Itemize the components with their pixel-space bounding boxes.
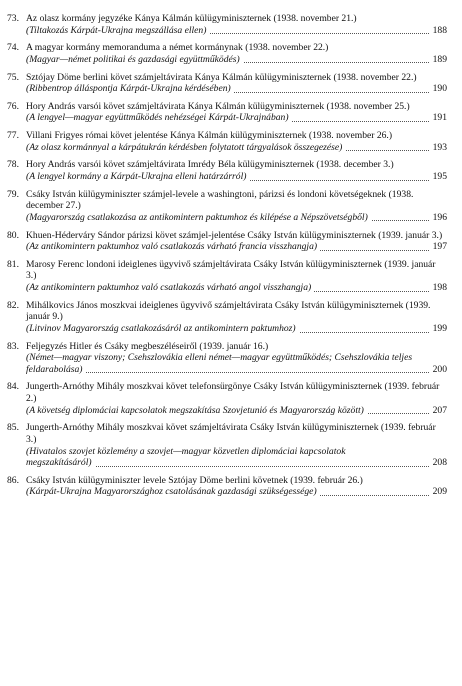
entry-description-text: (Kárpát-Ukrajna Magyarországhoz csatolásának gazdasági szükségessége) bbox=[26, 486, 320, 497]
entry-description-line bbox=[26, 142, 447, 154]
entry-number: 83. bbox=[7, 340, 19, 352]
entry-description bbox=[26, 171, 447, 183]
page-number: 196 bbox=[430, 212, 447, 224]
entry-number: 84. bbox=[7, 381, 19, 393]
toc-entry bbox=[7, 230, 447, 253]
dot-leader bbox=[26, 372, 447, 373]
entry-number: 78. bbox=[7, 159, 19, 171]
entry-description-line bbox=[26, 282, 447, 294]
page-number: 189 bbox=[430, 54, 447, 66]
entry-description bbox=[26, 486, 447, 498]
entry-number: 85. bbox=[7, 422, 19, 434]
page-number: 191 bbox=[430, 112, 447, 124]
entry-number: 75. bbox=[7, 71, 19, 83]
entry-number: 77. bbox=[7, 130, 19, 142]
entry-title: Mihálkovics János moszkvai ideiglenes ügyvivő számjeltávirata Csáky István külügyminiszternek (1939. január 9.) bbox=[26, 299, 431, 323]
entry-description bbox=[26, 83, 447, 95]
entry-title: Khuen-Héderváry Sándor párizsi követ számjel-jelentése Csáky István külügyminiszternek (1939. január 3.) bbox=[26, 229, 443, 241]
entry-description bbox=[26, 323, 447, 335]
page-number: 208 bbox=[430, 457, 447, 469]
entry-number: 86. bbox=[7, 474, 19, 486]
entry-description-text: (A lengyel—magyar együttműködés nehézségei Kárpát-Ukrajnában) bbox=[26, 112, 292, 123]
entry-title: Hory András varsói követ számjeltávirata Imrédy Béla külügyminiszternek (1938. december 3.) bbox=[26, 159, 394, 171]
page-number: 198 bbox=[430, 282, 447, 294]
page-number: 207 bbox=[430, 405, 447, 417]
entry-number: 76. bbox=[7, 100, 19, 112]
page-number: 199 bbox=[430, 323, 447, 335]
entry-title: Hory András varsói követ számjeltávirata Kánya Kálmán külügyminiszternek (1938. november 25.) bbox=[26, 100, 410, 112]
entry-description-text: (Tiltakozás Kárpát-Ukrajna megszállása ellen) bbox=[26, 25, 209, 36]
entry-description bbox=[26, 54, 447, 66]
toc-entry bbox=[7, 300, 447, 335]
entry-description bbox=[26, 142, 447, 154]
entry-description bbox=[26, 241, 447, 253]
entry-number: 82. bbox=[7, 299, 19, 311]
entry-title: Jungerth-Arnóthy Mihály moszkvai követ számjeltávirata Csáky István külügyminiszternek (1939. február 3.) bbox=[26, 422, 436, 445]
entry-description-text: (Az antikomintern paktumhoz való csatlakozás várható francia visszhangja) bbox=[26, 241, 320, 252]
entry-number: 74. bbox=[7, 42, 19, 54]
entry-number: 80. bbox=[7, 229, 19, 241]
entry-description-text: (A követség diplomáciai kapcsolatok megszakítása Szovjetunió és Magyarország között) bbox=[26, 405, 367, 416]
entry-description-line bbox=[26, 486, 447, 498]
entry-number: 79. bbox=[7, 188, 19, 200]
entry-description bbox=[26, 405, 447, 417]
toc-entry bbox=[7, 189, 447, 224]
toc-entry bbox=[7, 72, 447, 95]
entry-description bbox=[26, 282, 447, 294]
page-number: 200 bbox=[430, 364, 447, 376]
entry-description-text: (Az antikomintern paktumhoz való csatlakozás várható angol visszhangja) bbox=[26, 282, 314, 293]
entry-description-text: (Magyar—német politikai és gazdasági együttműködés) bbox=[26, 54, 243, 65]
entry-description-text: (A lengyel kormány a Kárpát-Ukrajna elleni határzárról) bbox=[26, 171, 249, 182]
page-number: 195 bbox=[430, 171, 447, 183]
entry-title: A magyar kormány memoranduma a német kormánynak (1938. november 22.) bbox=[26, 42, 329, 54]
toc-entry bbox=[7, 101, 447, 124]
page-number: 209 bbox=[430, 486, 447, 498]
entry-description-line bbox=[26, 171, 447, 183]
entry-title: Jungerth-Arnóthy Mihály moszkvai követ telefonsürgönye Csáky István külügyminiszternek (1939. február 2.) bbox=[26, 381, 440, 405]
entry-description-text: (Litvinov Magyarország csatlakozásáról az antikomintern paktumhoz) bbox=[26, 323, 299, 334]
entry-description-text: (Ribbentrop álláspontja Kárpát-Ukrajna kérdésében) bbox=[26, 83, 234, 94]
entry-description-text: (Magyarország csatlakozása az antikomintern paktumhoz és kilépése a Népszövetségből) bbox=[26, 212, 371, 223]
entry-title: Feljegyzés Hitler és Csáky megbeszéléseiről (1939. január 16.) bbox=[26, 340, 269, 352]
entry-description-text: (Német—magyar viszony; Csehszlovákia elleni német—magyar együttműködés; Csehszlovákia teljes feldarabolása) bbox=[26, 352, 413, 375]
entry-number: 73. bbox=[7, 13, 19, 24]
entry-description bbox=[26, 112, 447, 124]
page-number: 193 bbox=[430, 142, 447, 154]
toc-entry bbox=[7, 475, 447, 498]
toc-entry bbox=[7, 13, 447, 36]
entry-description-line bbox=[26, 54, 447, 66]
entry-description-line bbox=[26, 25, 447, 37]
toc-entry bbox=[7, 341, 447, 376]
toc-entry bbox=[7, 259, 447, 294]
entry-description-line bbox=[26, 323, 447, 335]
page-number: 197 bbox=[430, 241, 447, 253]
page-number: 190 bbox=[430, 83, 447, 95]
table-of-contents-list bbox=[7, 13, 447, 504]
entry-title: Az olasz kormány jegyzéke Kánya Kálmán külügyminiszternek (1938. november 21.) bbox=[26, 13, 357, 24]
toc-entry bbox=[7, 159, 447, 182]
entry-title: Marosy Ferenc londoni ideiglenes ügyvivő számjeltávirata Csáky István külügyminiszternek (1939. január 3.) bbox=[26, 258, 436, 282]
entry-description-line bbox=[26, 83, 447, 95]
entry-description-line bbox=[26, 112, 447, 124]
toc-entry bbox=[7, 130, 447, 153]
entry-description-line bbox=[26, 446, 447, 469]
entry-title: Csáky István külügyminiszter számjel-levele a washingtoni, párizsi és londoni követségeknek (1938. december 27.) bbox=[26, 188, 414, 212]
entry-description-text: (Hivatalos szovjet közlemény a szovjet—magyar közvetlen diplomáciai kapcsolatok megszakításáról) bbox=[26, 445, 346, 469]
toc-entry bbox=[7, 422, 447, 468]
entry-title: Villani Frigyes római követ jelentése Kánya Kálmán külügyminiszternek (1938. november 26.) bbox=[26, 130, 393, 142]
toc-entry bbox=[7, 381, 447, 416]
entry-number: 81. bbox=[7, 258, 19, 270]
entry-description-line bbox=[26, 212, 447, 224]
entry-description bbox=[26, 212, 447, 224]
entry-description-line bbox=[26, 352, 447, 375]
entry-title: Csáky István külügyminiszter levele Sztójay Döme berlini követnek (1939. február 26.) bbox=[26, 474, 363, 486]
page-number: 188 bbox=[430, 25, 447, 37]
entry-description bbox=[26, 25, 447, 37]
entry-description-line bbox=[26, 405, 447, 417]
toc-entry bbox=[7, 42, 447, 65]
entry-description-text: (Az olasz kormánnyal a kárpátukrán kérdésben folytatott tárgyalások összegezése) bbox=[26, 142, 345, 153]
entry-description-line bbox=[26, 241, 447, 253]
entry-title: Sztójay Döme berlini követ számjeltávirata Kánya Kálmán külügyminiszternek (1938. november 22.) bbox=[26, 71, 417, 83]
